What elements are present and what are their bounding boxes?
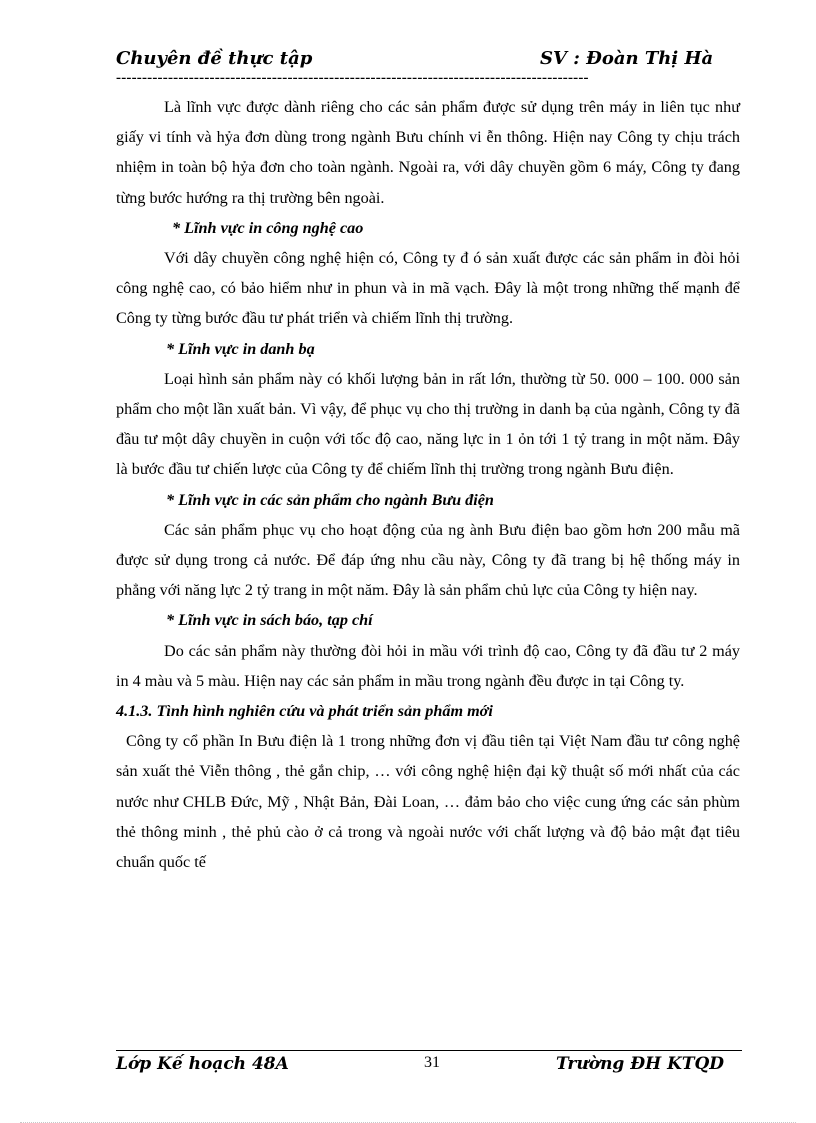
- header-student-name: SV : Đoàn Thị Hà: [540, 48, 714, 69]
- header-course-title: Chuyên đề thực tập: [116, 48, 313, 69]
- footer-rule: [116, 1050, 742, 1051]
- footer-university: Trường ĐH KTQD: [556, 1054, 725, 1074]
- header-dash-rule: -------------------------------------------------------------------------------------------: [116, 71, 589, 85]
- paragraph-new-products: Công ty cổ phần In Bưu điện là 1 trong những đơn vị đầu tiên tại Việt Nam đầu tư công nghệ sản xuất thẻ Viễn thông , thẻ gắn chip, … với công nghệ hiện đại kỹ thuật số mới nhất của các nước như CHLB Đức, Mỹ , Nhật Bản, Đài Loan, … đảm bảo cho việc cung ứng các sản phùm thẻ thông minh , thẻ phủ cào ở cả trong và ngoài nước với chất lượng và độ bảo mật đạt tiêu chuẩn quốc tế: [116, 732, 740, 872]
- paragraph-books-magazines: Do các sản phẩm này thường đòi hỏi in mầu với trình độ cao, Công ty đã đầu tư 2 máy in 4 màu và 5 màu. Hiện nay các sản phẩm in mầu trong ngành đều được in tại Công ty.: [116, 641, 740, 690]
- heading-books-magazines: * Lĩnh vực in sách báo, tạp chí: [166, 611, 373, 630]
- page-header: [116, 48, 714, 72]
- page-footer: [116, 1054, 742, 1078]
- section-heading-4-1-3: 4.1.3. Tình hình nghiên cứu và phát triển sản phẩm mới: [116, 702, 493, 721]
- footer-class-name: Lớp Kế hoạch 48A: [116, 1054, 289, 1074]
- heading-postal-products: * Lĩnh vực in các sản phẩm cho ngành Bưu điện: [166, 490, 494, 509]
- paragraph-directory-printing: Loại hình sản phẩm này có khối lượng bản in rất lớn, thường từ 50. 000 – 100. 000 sản phẩm cho một lần xuất bản. Vì vậy, để phục vụ cho thị trường in danh bạ của ngành, Công ty đã đầu tư một dây chuyền in cuộn với tốc độ cao, năng lực in 1 ỏn tới 1 tỷ trang in một năm. Đây là bước đầu tư chiến lược của Công ty để chiếm lĩnh thị trường trong ngành Bưu điện.: [116, 369, 740, 479]
- paragraph-continuous-printing: Là lĩnh vực được dành riêng cho các sản phẩm được sử dụng trên máy in liên tục như giấy vi tính và hỷa đơn dùng trong ngành Bưu chính vi ễn thông. Hiện nay Công ty chịu trách nhiệm in toàn bộ hỷa đơn cho toàn ngành. Ngoài ra, với dây chuyền gồm 6 máy, Công ty đang từng bước hướng ra thị trường bên ngoài.: [116, 98, 740, 207]
- heading-directory-printing: * Lĩnh vực in danh bạ: [166, 339, 315, 358]
- heading-high-tech-printing: * Lĩnh vực in công nghệ cao: [172, 218, 364, 237]
- paragraph-high-tech-printing: Với dây chuyền công nghệ hiện có, Công ty đ ó sản xuất được các sản phẩm in đòi hỏi công nghệ cao, có bảo hiểm như in phun và in mã vạch. Đây là một trong những thế mạnh để Công ty từng bước đầu tư phát triển và chiếm lĩnh thị trường.: [116, 249, 740, 328]
- page-body: [116, 92, 740, 877]
- page-number: 31: [424, 1054, 440, 1071]
- paragraph-postal-products: Các sản phẩm phục vụ cho hoạt động của ng ành Bưu điện bao gồm hơn 200 mẫu mã được sử dụng trong cả nước. Để đáp ứng nhu cầu này, Công ty đã trang bị hệ thống máy in phẳng với năng lực 2 tỷ trang in một năm. Đây là sản phẩm chủ lực của Công ty hiện nay.: [116, 520, 740, 600]
